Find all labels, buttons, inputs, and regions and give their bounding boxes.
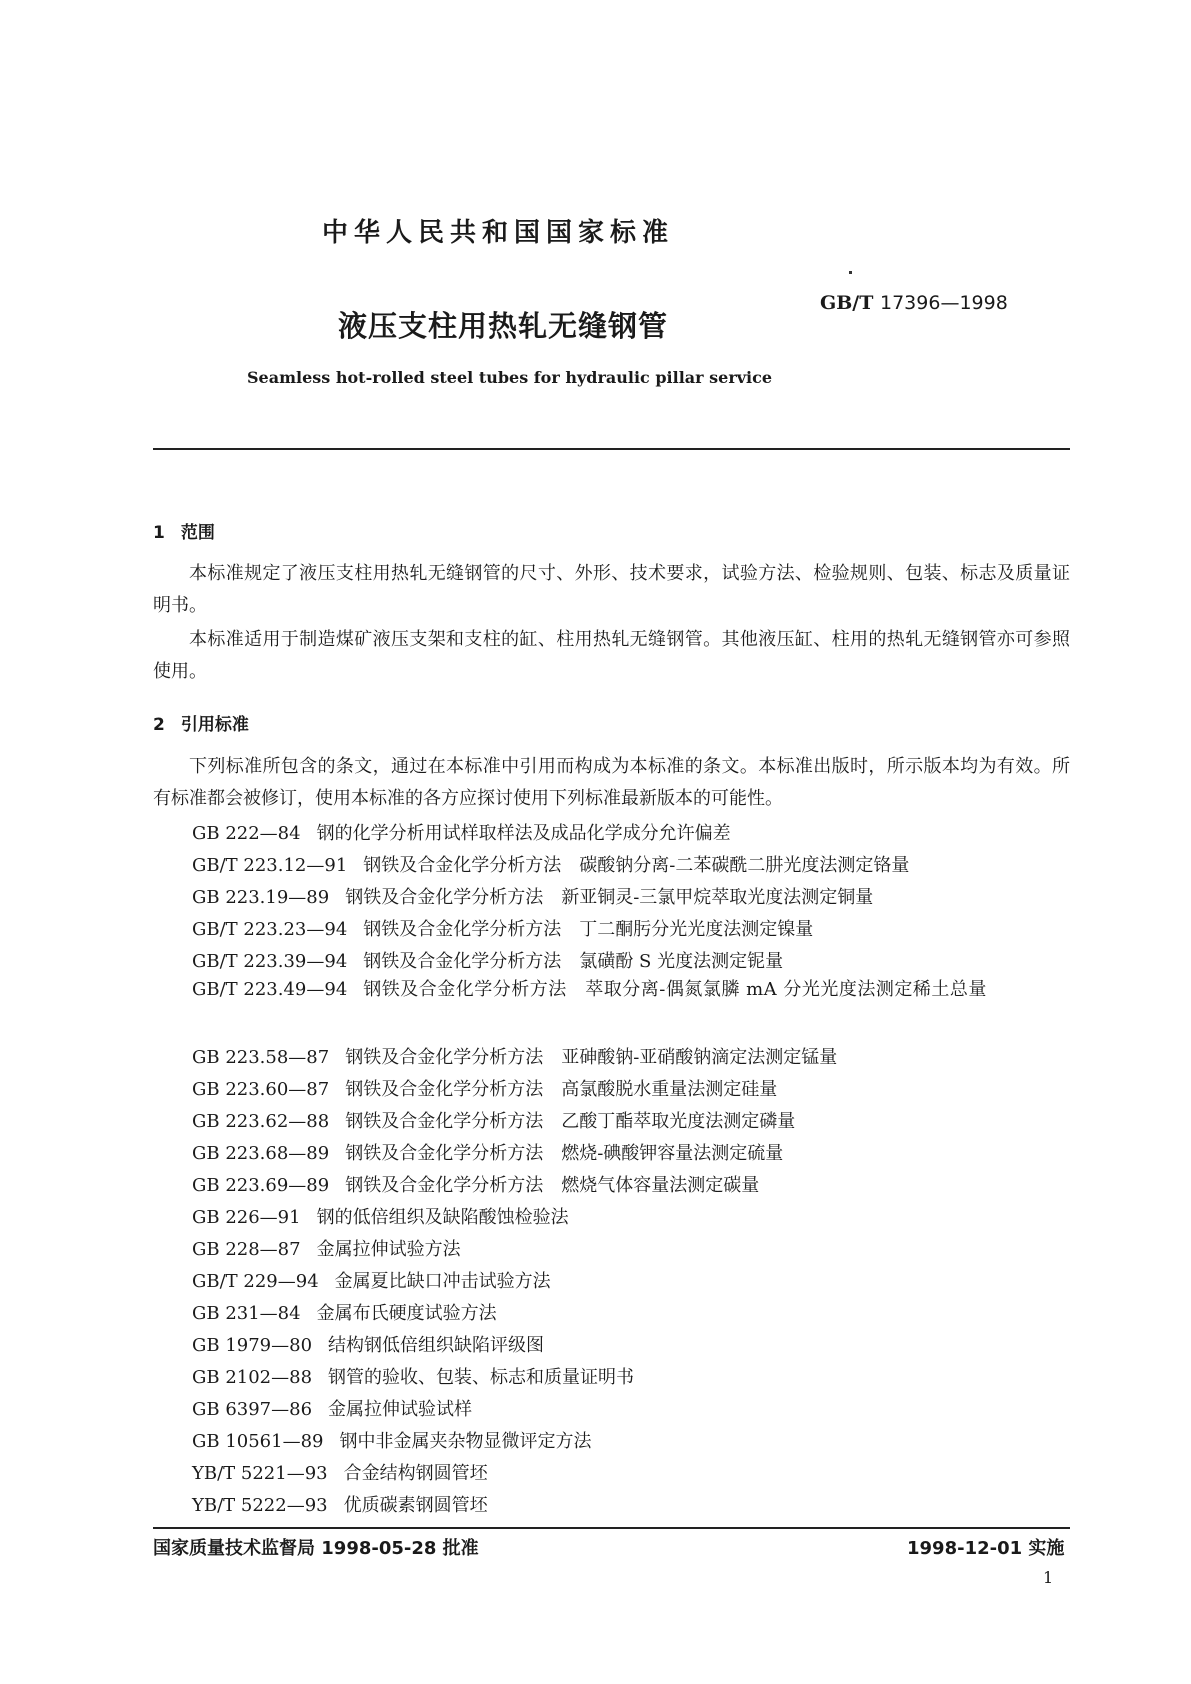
standard-code-number: 17396—1998 (880, 292, 1008, 314)
reference-item (192, 1043, 837, 1069)
reference-code: GB 223.19—89 (192, 887, 330, 908)
reference-item (192, 819, 731, 845)
reference-item (192, 1331, 544, 1357)
reference-title: 钢铁及合金化学分析方法 萃取分离-偶氮氯膦 mA 分光光度法测定稀土总量 (363, 979, 987, 1000)
section-2-heading (153, 710, 249, 735)
reference-code: GB 226—91 (192, 1207, 301, 1228)
reference-code: GB/T 229—94 (192, 1271, 319, 1292)
reference-title: 结构钢低倍组织缺陷评级图 (328, 1335, 545, 1356)
top-divider (153, 448, 1070, 450)
section-1-heading (153, 518, 215, 543)
reference-code: GB 223.62—88 (192, 1111, 330, 1132)
reference-item (192, 974, 1072, 1006)
reference-code: GB 223.58—87 (192, 1047, 330, 1068)
reference-title: 钢管的验收、包装、标志和质量证明书 (328, 1367, 635, 1388)
reference-item (192, 851, 909, 877)
reference-title: 钢铁及合金化学分析方法 高氯酸脱水重量法测定硅量 (345, 1079, 778, 1100)
reference-code: GB/T 223.49—94 (192, 979, 348, 1000)
implementation-date: 1998-12-01 实施 (907, 1538, 1065, 1559)
document-subtitle: Seamless hot-rolled steel tubes for hydraulic pillar service (247, 368, 773, 387)
reference-title: 金属拉伸试验试样 (328, 1399, 473, 1420)
reference-code: YB/T 5222—93 (192, 1495, 328, 1516)
reference-title: 钢铁及合金化学分析方法 亚砷酸钠-亚硝酸钠滴定法测定锰量 (345, 1047, 838, 1068)
reference-title: 钢铁及合金化学分析方法 氯磺酚 S 光度法测定铌量 (363, 951, 784, 972)
reference-item (192, 1171, 759, 1197)
reference-code: GB/T 223.12—91 (192, 855, 348, 876)
reference-title: 优质碳素钢圆管坯 (343, 1495, 488, 1516)
reference-title: 钢铁及合金化学分析方法 丁二酮肟分光光度法测定镍量 (363, 919, 814, 940)
section-title: 引用标准 (180, 715, 249, 735)
reference-item (192, 1395, 472, 1421)
reference-code: GB 231—84 (192, 1303, 301, 1324)
reference-code: GB/T 223.23—94 (192, 919, 348, 940)
reference-code: GB 228—87 (192, 1239, 301, 1260)
reference-item (192, 1459, 488, 1485)
reference-item (192, 1299, 497, 1325)
page-number: 1 (1043, 1568, 1054, 1587)
reference-item (192, 1491, 488, 1517)
reference-item (192, 1139, 783, 1165)
reference-code: GB 222—84 (192, 823, 301, 844)
section-number: 1 (153, 523, 165, 543)
reference-item (192, 883, 873, 909)
footer-divider (153, 1527, 1070, 1529)
reference-title: 钢铁及合金化学分析方法 碳酸钠分离-二苯碳酰二肼光度法测定铬量 (363, 855, 910, 876)
reference-item (192, 1235, 461, 1261)
reference-title: 合金结构钢圆管坯 (343, 1463, 488, 1484)
reference-code: GB/T 223.39—94 (192, 951, 348, 972)
reference-code: GB 6397—86 (192, 1399, 313, 1420)
section-title: 范围 (180, 523, 215, 543)
reference-title: 钢铁及合金化学分析方法 新亚铜灵-三氯甲烷萃取光度法测定铜量 (345, 887, 874, 908)
reference-title: 金属拉伸试验方法 (316, 1239, 461, 1260)
reference-code: GB 223.69—89 (192, 1175, 330, 1196)
section-1-paragraph-2: 本标准适用于制造煤矿液压支架和支柱的缸、柱用热轧无缝钢管。其他液压缸、柱用的热轧无缝钢管亦可参照使用。 (153, 629, 1070, 682)
reference-item (192, 947, 783, 973)
reference-title: 钢铁及合金化学分析方法 燃烧-碘酸钾容量法测定硫量 (345, 1143, 784, 1164)
section-1-paragraph-1: 本标准规定了液压支柱用热轧无缝钢管的尺寸、外形、技术要求，试验方法、检验规则、包装、标志及质量证明书。 (153, 563, 1070, 616)
standard-code-prefix: GB/T (820, 292, 874, 314)
reference-code: GB 1979—80 (192, 1335, 313, 1356)
reference-title: 钢铁及合金化学分析方法 燃烧气体容量法测定碳量 (345, 1175, 760, 1196)
section-number: 2 (153, 715, 165, 735)
reference-code: GB 2102—88 (192, 1367, 313, 1388)
reference-item (192, 915, 813, 941)
reference-code: GB 223.60—87 (192, 1079, 330, 1100)
reference-title: 钢铁及合金化学分析方法 乙酸丁酯萃取光度法测定磷量 (345, 1111, 796, 1132)
document-title: 液压支柱用热轧无缝钢管 (338, 309, 669, 343)
section-2-paragraph-1: 下列标准所包含的条文，通过在本标准中引用而构成为本标准的条文。本标准出版时，所示版本均为有效。所有标准都会被修订，使用本标准的各方应探讨使用下列标准最新版本的可能性。 (153, 756, 1070, 809)
reference-title: 金属布氏硬度试验方法 (316, 1303, 497, 1324)
reference-code: GB 10561—89 (192, 1431, 324, 1452)
reference-code: YB/T 5221—93 (192, 1463, 328, 1484)
national-standard-heading: 中华人民共和国国家标准 (322, 218, 675, 248)
reference-item (192, 1107, 795, 1133)
reference-title: 金属夏比缺口冲击试验方法 (334, 1271, 551, 1292)
reference-title: 钢的化学分析用试样取样法及成品化学成分允许偏差 (316, 823, 731, 844)
reference-item (192, 1267, 551, 1293)
reference-item (192, 1363, 634, 1389)
decorative-dot (849, 271, 852, 274)
reference-code: GB 223.68—89 (192, 1143, 330, 1164)
reference-title: 钢中非金属夹杂物显微评定方法 (339, 1431, 592, 1452)
reference-title: 钢的低倍组织及缺陷酸蚀检验法 (316, 1207, 569, 1228)
approval-statement: 国家质量技术监督局 1998-05-28 批准 (153, 1538, 479, 1559)
reference-item (192, 1203, 569, 1229)
reference-item (192, 1075, 777, 1101)
standard-code (820, 292, 1008, 314)
reference-item (192, 1427, 592, 1453)
